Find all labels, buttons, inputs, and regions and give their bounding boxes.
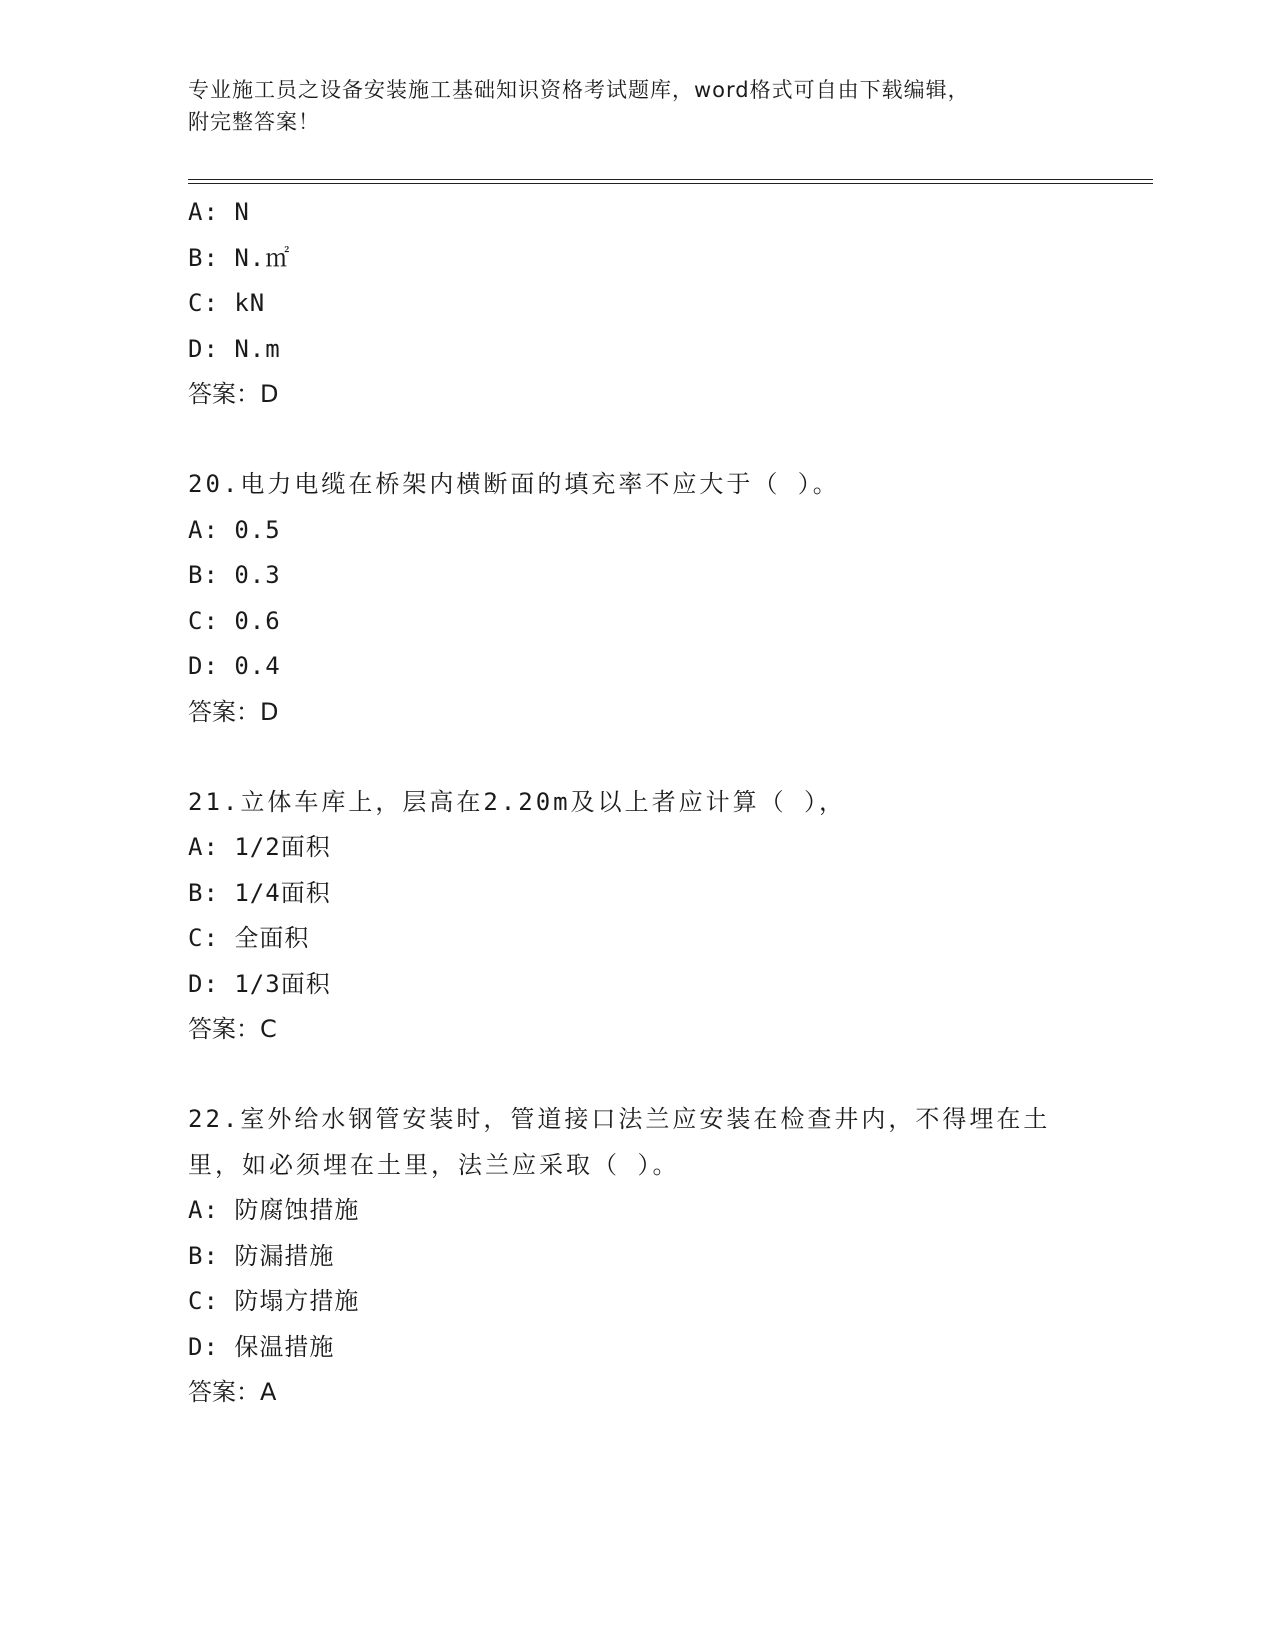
option-c: C: 防塌方措施 bbox=[188, 1287, 360, 1315]
answer-label: 答案：D bbox=[188, 697, 279, 726]
question-list bbox=[188, 190, 1148, 1460]
question-text: 20.电力电缆在桥架内横断面的填充率不应大于（ ）。 bbox=[188, 470, 840, 498]
option-a: A: N bbox=[188, 198, 250, 226]
option-d: D: 保温措施 bbox=[188, 1332, 335, 1361]
header-text-line-1: 专业施工员之设备安装施工基础知识资格考试题库，word格式可自由下载编辑， bbox=[188, 78, 970, 102]
question-19-block bbox=[188, 190, 1148, 417]
option-a: A: 1/2面积 bbox=[188, 833, 331, 861]
answer-label: 答案：C bbox=[188, 1015, 277, 1043]
question-20-block bbox=[188, 462, 1148, 735]
option-c: C: 0.6 bbox=[188, 606, 281, 635]
option-a: A: 0.5 bbox=[188, 515, 281, 544]
option-c: C: kN bbox=[188, 289, 266, 317]
option-b: B: 1/4面积 bbox=[188, 878, 331, 907]
option-a: A: 防腐蚀措施 bbox=[188, 1196, 360, 1224]
page-header bbox=[188, 74, 1068, 138]
question-22-block bbox=[188, 1097, 1148, 1415]
header-rule-bottom bbox=[188, 183, 1153, 184]
option-d: D: 1/3面积 bbox=[188, 969, 331, 998]
option-b: B: 0.3 bbox=[188, 561, 281, 589]
option-d: D: N.m bbox=[188, 334, 281, 363]
header-rule-top bbox=[188, 179, 1153, 180]
answer-label: 答案：A bbox=[188, 1378, 277, 1406]
question-21-block bbox=[188, 780, 1148, 1053]
question-text: 21.立体车库上，层高在2.20m及以上者应计算（ ）， bbox=[188, 787, 847, 816]
option-b: B: 防漏措施 bbox=[188, 1241, 335, 1270]
option-d: D: 0.4 bbox=[188, 652, 281, 680]
header-text-line-2: 附完整答案！ bbox=[188, 110, 320, 134]
answer-label: 答案：D bbox=[188, 380, 279, 408]
question-text: 22.室外给水钢管安装时，管道接口法兰应安装在检查井内，不得埋在土里，如必须埋在土里，法兰应采取（ ）。 bbox=[188, 1105, 1051, 1179]
option-b: B: N.㎡ bbox=[188, 243, 291, 272]
option-c: C: 全面积 bbox=[188, 924, 310, 952]
